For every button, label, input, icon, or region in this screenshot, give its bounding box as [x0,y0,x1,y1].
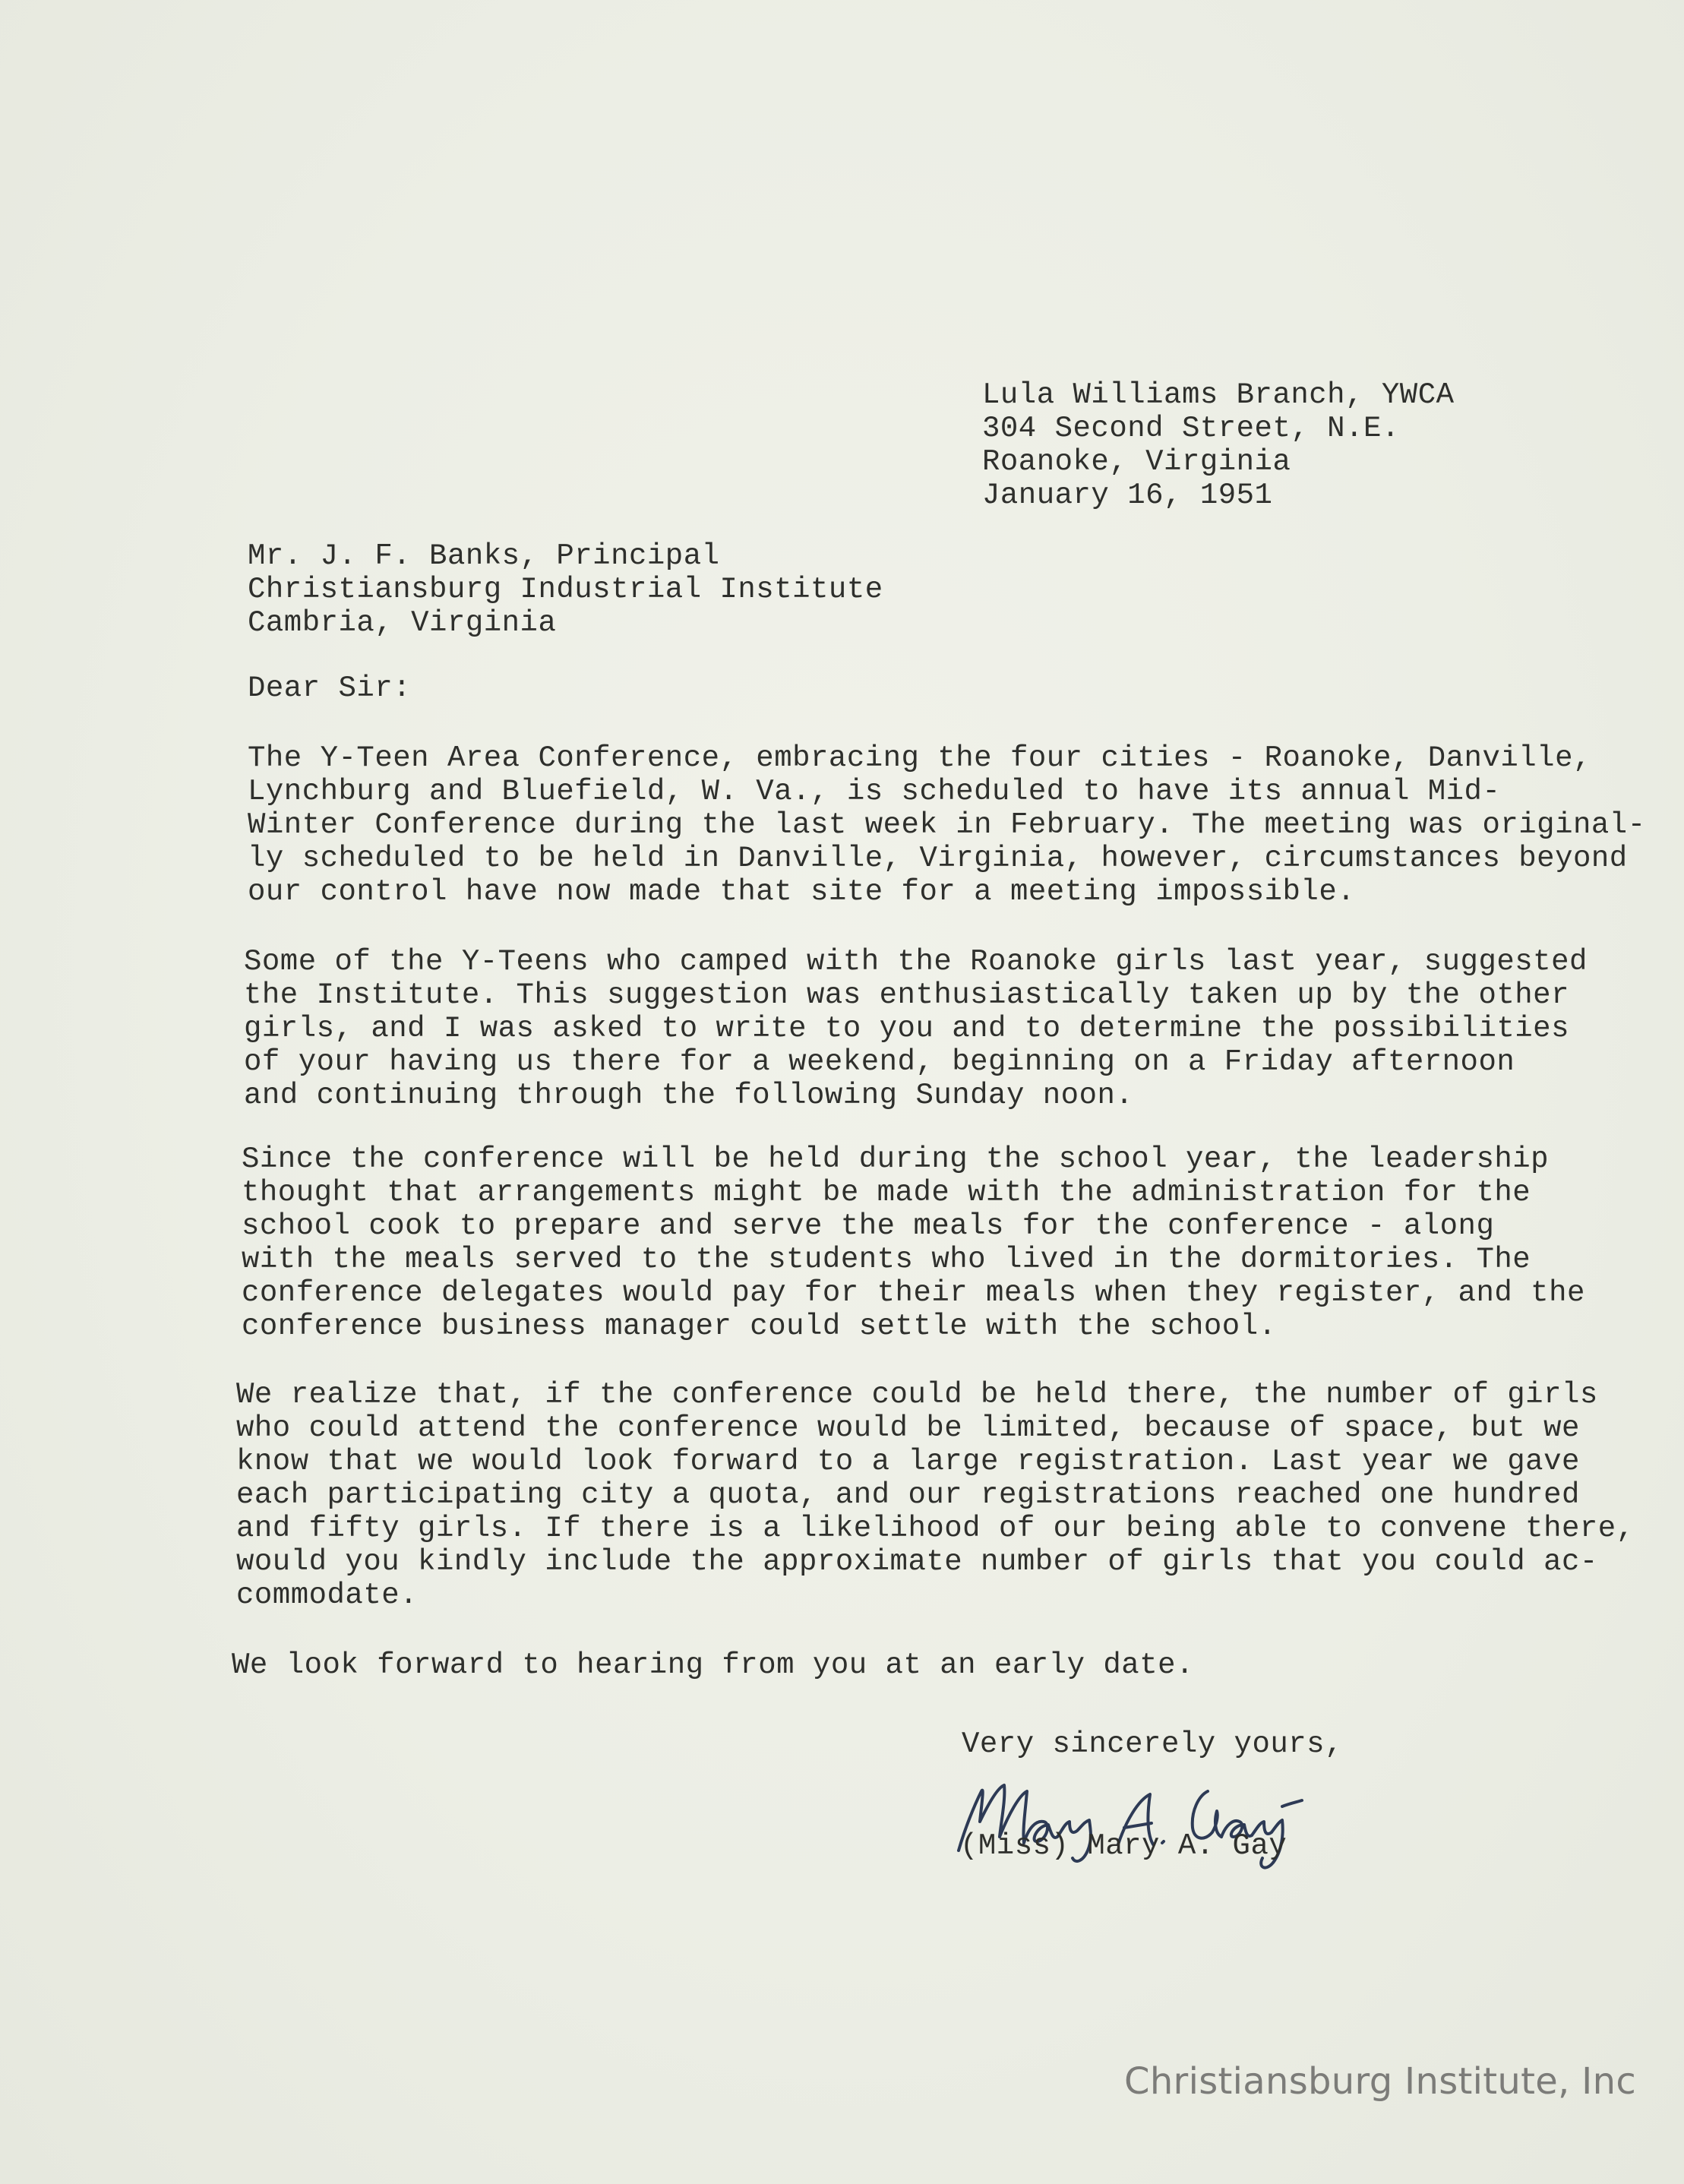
body-line: conference delegates would pay for their meals when they register, and the [242,1276,1585,1310]
letter-date: January 16, 1951 [982,479,1273,512]
return-address-line-1: Lula Williams Branch, YWCA [982,378,1455,412]
body-line: the Institute. This suggestion was enthusiastically taken up by the other [244,978,1569,1012]
inside-address-line-1: Mr. J. F. Banks, Principal [248,539,720,573]
body-line: Since the conference will be held during the school year, the leadership [242,1143,1550,1176]
body-line: with the meals served to the students who lived in the dormitories. The [242,1243,1531,1276]
return-address-line-3: Roanoke, Virginia [982,445,1291,479]
inside-address-line-3: Cambria, Virginia [248,606,557,640]
body-line: girls, and I was asked to write to you and to determine the possibilities [244,1012,1569,1045]
body-paragraph-2 [244,945,1588,1112]
body-line: thought that arrangements might be made with the administration for the [242,1176,1531,1209]
watermark: Christiansburg Institute, Inc [1124,2060,1637,2103]
salutation: Dear Sir: [248,672,412,705]
signer-name: (Miss) Mary A. Gay [960,1829,1287,1863]
body-line: of your having us there for a weekend, beginning on a Friday afternoon [244,1045,1515,1079]
body-line: Winter Conference during the last week in February. The meeting was original- [248,808,1646,842]
closing [962,1727,1343,1761]
body-line: each participating city a quota, and our registrations reached one hundred [236,1478,1580,1512]
body-paragraph-5 [232,1648,1194,1682]
body-line: and fifty girls. If there is a likelihood of our being able to convene there, [236,1512,1635,1545]
body-line: commodate. [236,1579,419,1612]
body-line: Some of the Y-Teens who camped with the Roanoke girls last year, suggested [244,945,1588,978]
body-line: ly scheduled to be held in Danville, Virginia, however, circumstances beyond [248,842,1628,875]
body-paragraph-1 [248,741,1646,909]
return-address-line-2: 304 Second Street, N.E. [982,412,1400,445]
body-line: and continuing through the following Sunday noon. [244,1079,1134,1112]
body-paragraph-4 [236,1378,1635,1612]
body-line: school cook to prepare and serve the meals for the conference - along [242,1209,1495,1243]
body-line: our control have now made that site for a meeting impossible. [248,875,1356,909]
body-line: who could attend the conference would be limited, because of space, but we [236,1411,1580,1445]
inside-address [248,539,883,640]
inside-address-line-2: Christiansburg Industrial Institute [248,573,883,606]
body-line: We realize that, if the conference could be held there, the number of girls [236,1378,1598,1411]
body-paragraph-3 [242,1143,1585,1343]
body-line: We look forward to hearing from you at an early date. [232,1648,1194,1682]
body-line: know that we would look forward to a large registration. Last year we gave [236,1445,1580,1478]
closing-text: Very sincerely yours, [962,1727,1343,1761]
signer-block [960,1829,1287,1863]
body-line: would you kindly include the approximate number of girls that you could ac- [236,1545,1598,1579]
body-line: conference business manager could settle with the school. [242,1310,1277,1343]
return-address [982,378,1455,512]
body-line: Lynchburg and Bluefield, W. Va., is scheduled to have its annual Mid- [248,775,1501,808]
body-line: The Y-Teen Area Conference, embracing the four cities - Roanoke, Danville, [248,741,1591,775]
